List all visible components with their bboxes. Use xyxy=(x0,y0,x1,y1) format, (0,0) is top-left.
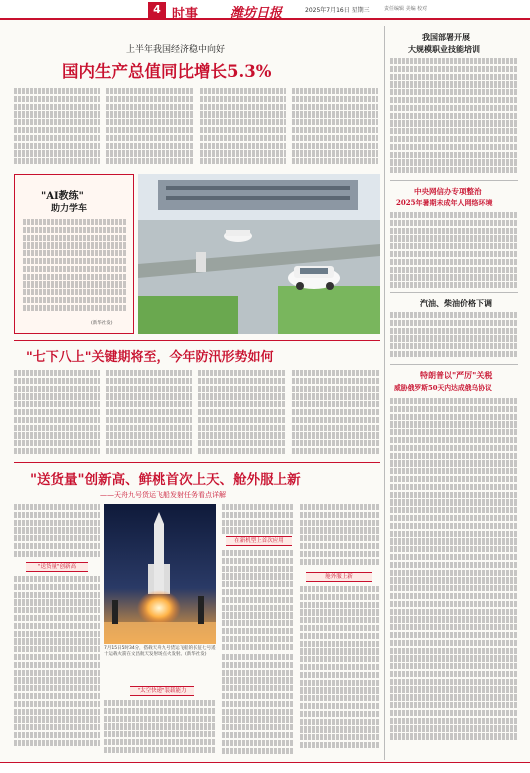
ai-box-body xyxy=(23,219,127,317)
right-divider-1 xyxy=(390,180,518,181)
page-footer xyxy=(0,762,530,773)
driving-school-illustration xyxy=(138,174,380,334)
launch-body-col-2 xyxy=(104,700,216,756)
launch-body-col-3b xyxy=(222,550,294,650)
right-story4-title: 特朗普以"严厉"关税 xyxy=(420,370,493,380)
right-divider-2 xyxy=(390,292,518,293)
masthead xyxy=(0,0,530,20)
launch-body-col-1b xyxy=(14,576,100,756)
lead-body-col-2 xyxy=(106,88,194,168)
lead-body-col-1 xyxy=(14,88,100,168)
section-name: 时事 xyxy=(172,7,199,22)
ai-coach-box xyxy=(14,174,134,334)
ai-box-credit: (新华社发) xyxy=(91,321,113,326)
right-story2-body xyxy=(390,212,518,288)
ai-box-subtitle: 助力学车 xyxy=(51,204,88,214)
section-divider-1 xyxy=(14,340,380,341)
launch-tag-4: 舱外服上新 xyxy=(306,572,372,582)
launch-tag-1: "送货量"创新高 xyxy=(26,562,88,572)
right-story2-title: 中央网信办专项整治 xyxy=(414,187,482,196)
launch-tag-3: "太空快递"装载能力 xyxy=(130,686,194,696)
launch-tag-2: 在新机型上首次应用 xyxy=(226,536,292,546)
ai-box-title: "AI教练" xyxy=(41,191,84,202)
editor-credits: 责任编辑 美编 校对 xyxy=(384,6,428,12)
rocket-launch-photo xyxy=(104,504,216,644)
launch-subheadline: ——天舟九号货运飞船发射任务看点详解 xyxy=(100,491,226,499)
issue-date: 2025年7月16日 星期三 xyxy=(305,7,370,14)
launch-body-col-4b xyxy=(300,586,380,756)
right-story1-title2: 大规模职业技能培训 xyxy=(408,44,480,54)
right-story4-title2: 威胁俄罗斯50天内达成俄乌协议 xyxy=(394,384,492,392)
lead-kicker: 上半年我国经济稳中向好 xyxy=(126,45,226,55)
right-story4-body xyxy=(390,398,518,756)
rocket-photo-caption: 7月15日5时34分，搭载天舟九号货运飞船的长征七号遥十运载火箭在文昌航天发射场点火发射。(新华社发) xyxy=(104,646,216,657)
launch-headline: "送货量"创新高、鲜桃首次上天、舱外服上新 xyxy=(30,472,301,488)
launch-body-col-4a xyxy=(300,504,380,568)
section-divider-2 xyxy=(14,462,380,463)
right-story3-body xyxy=(390,312,518,360)
paper-logo: 潍坊日报 xyxy=(230,6,283,21)
right-divider-3 xyxy=(390,364,518,365)
driving-school-photo xyxy=(138,174,380,334)
page-number: 4 xyxy=(148,2,166,18)
right-story1-body xyxy=(390,58,518,176)
right-story2-title2: 2025年暑期未成年人网络环境 xyxy=(396,198,493,207)
flood-body-col-4 xyxy=(292,370,380,458)
launch-body-col-1a xyxy=(14,504,100,560)
rocket-launch-illustration xyxy=(104,504,216,644)
flood-body-col-2 xyxy=(106,370,192,458)
right-column-divider xyxy=(384,26,385,760)
right-story3-title: 汽油、柴油价格下调 xyxy=(420,298,492,308)
lead-body-col-3 xyxy=(200,88,286,168)
launch-body-col-3a xyxy=(222,504,294,534)
lead-headline: 国内生产总值同比增长5.3% xyxy=(62,62,272,81)
lead-body-col-4 xyxy=(292,88,378,168)
flood-body-col-3 xyxy=(198,370,286,458)
right-story1-title: 我国部署开展 xyxy=(422,32,470,42)
flood-headline: "七下八上"关键期将至，今年防汛形势如何 xyxy=(26,350,274,365)
flood-body-col-1 xyxy=(14,370,100,458)
launch-body-col-3c xyxy=(222,654,294,756)
